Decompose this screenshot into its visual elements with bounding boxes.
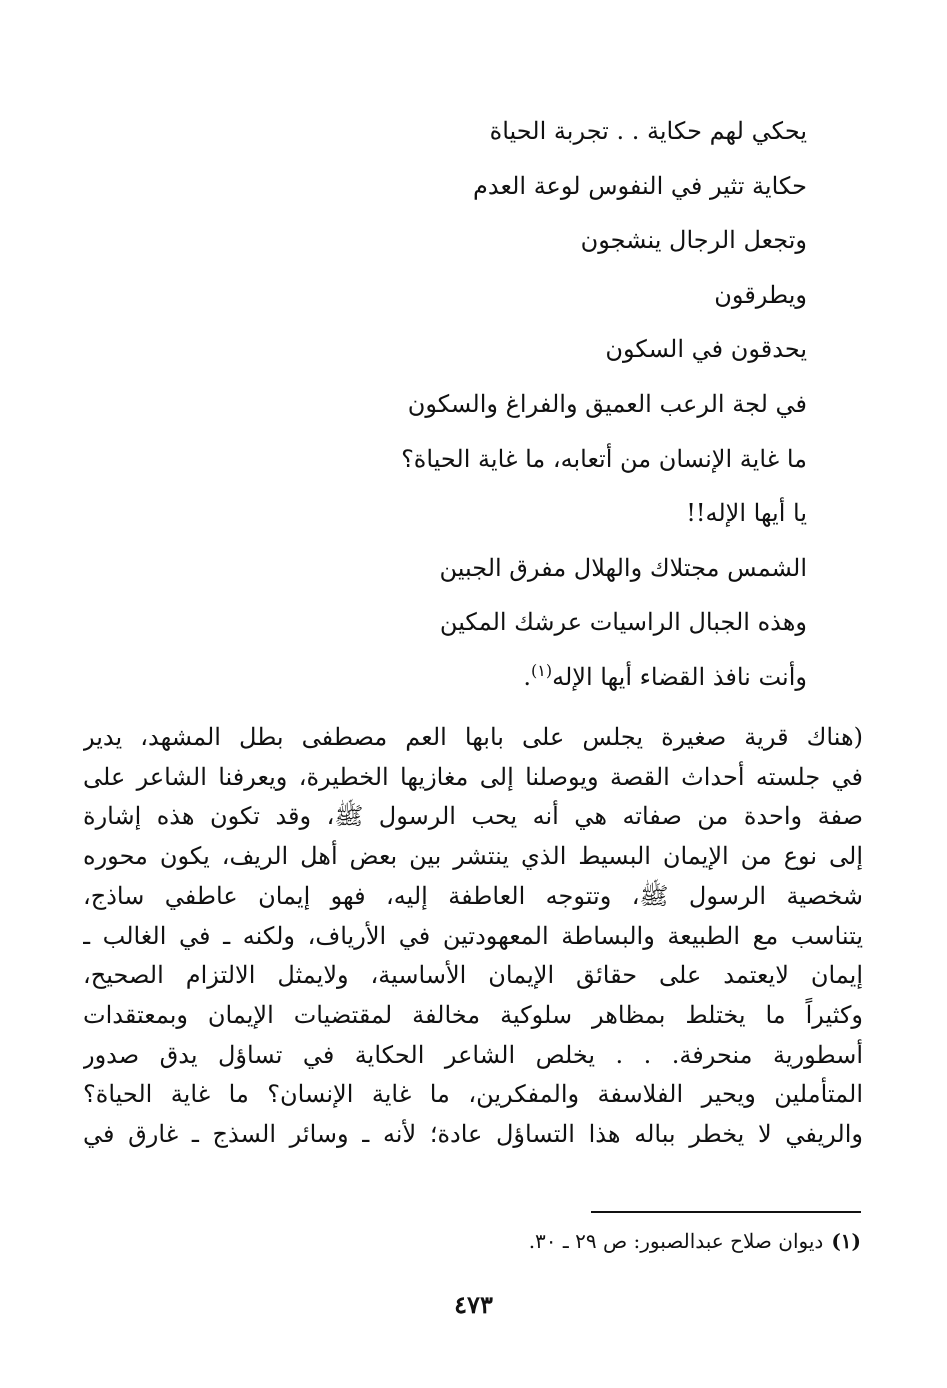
prose-line: والريفي لا يخطر بباله هذا التساؤل عادة؛ لأنه ـ وسائر السذج ـ غارق في: [83, 1120, 863, 1149]
prose-line: (هناك قرية صغيرة يجلس على بابها العم مصطفى بطل المشهد، يدير: [83, 723, 863, 751]
poem-line-text: وأنت نافذ القضاء أيها الإله: [552, 662, 807, 691]
poem-line: في لجة الرعب العميق والفراغ والسكون: [407, 389, 807, 418]
footnote-number: (١): [831, 1229, 861, 1253]
prose-line: شخصية الرسول ﷺ، وتتوجه العاطفة إليه، فهو إيمان عاطفي ساذج،: [83, 881, 863, 910]
poem-line: وتجعل الرجال ينشجون: [580, 226, 807, 255]
footnote-divider: [591, 1211, 861, 1213]
poem-line: يا أيها الإله!!: [686, 499, 807, 528]
poem-line: يحدقون في السكون: [605, 335, 807, 364]
page-number: ٤٧٣: [454, 1290, 493, 1319]
poem-line: ويطرقون: [714, 280, 807, 309]
poem-line: وهذه الجبال الراسيات عرشك المكين: [439, 608, 807, 637]
poem-block: [127, 104, 807, 705]
prose-paragraph: [83, 718, 863, 1155]
prose-line: في جلسته أحداث القصة ويوصلنا إلى مغازيها الخطيرة، ويعرفنا الشاعر على: [83, 762, 863, 791]
poem-last-line: [127, 650, 807, 705]
prose-line: صفة واحدة من صفاته هي أنه يحب الرسول ﷺ، وقد تكون هذه إشارة: [83, 802, 863, 831]
prose-line: إلى نوع من الإيمان البسيط الذي ينتشر بين بعض أهل الريف، يكون محوره: [83, 842, 863, 871]
footnote-text: ديوان صلاح عبدالصبور: ص ٢٩ ـ ٣٠.: [528, 1229, 824, 1253]
poem-line-end: .: [523, 662, 532, 691]
poem-line: ما غاية الإنسان من أتعابه، ما غاية الحياة؟: [401, 444, 807, 473]
poem-line: الشمس مجتلاك والهلال مفرق الجبين: [439, 553, 807, 582]
prose-line: أسطورية منحرفة. . . يخلص الشاعر الحكاية في تساؤل يدق صدور: [83, 1040, 863, 1069]
poem-line: يحكي لهم حكاية . . تجربة الحياة: [489, 117, 807, 145]
prose-line: وكثيراً ما يختلط بمظاهر سلوكية مخالفة لمقتضيات الإيمان وبمعتقدات: [83, 1000, 863, 1029]
prose-line: إيمان لايعتمد على حقائق الإيمان الأساسية، ولايمثل الالتزام الصحيح،: [83, 961, 863, 990]
prose-line: يتناسب مع الطبيعة والبساطة المعهودتين في الأرياف، ولكنه ـ في الغالب ـ: [83, 921, 863, 950]
prose-line: المتأملين ويحير الفلاسفة والمفكرين، ما غاية الإنسان؟ ما غاية الحياة؟: [83, 1080, 863, 1109]
footnote: [261, 1226, 861, 1256]
footnote-reference: (١): [531, 660, 553, 680]
poem-line: حكاية تثير في النفوس لوعة العدم: [473, 171, 807, 200]
